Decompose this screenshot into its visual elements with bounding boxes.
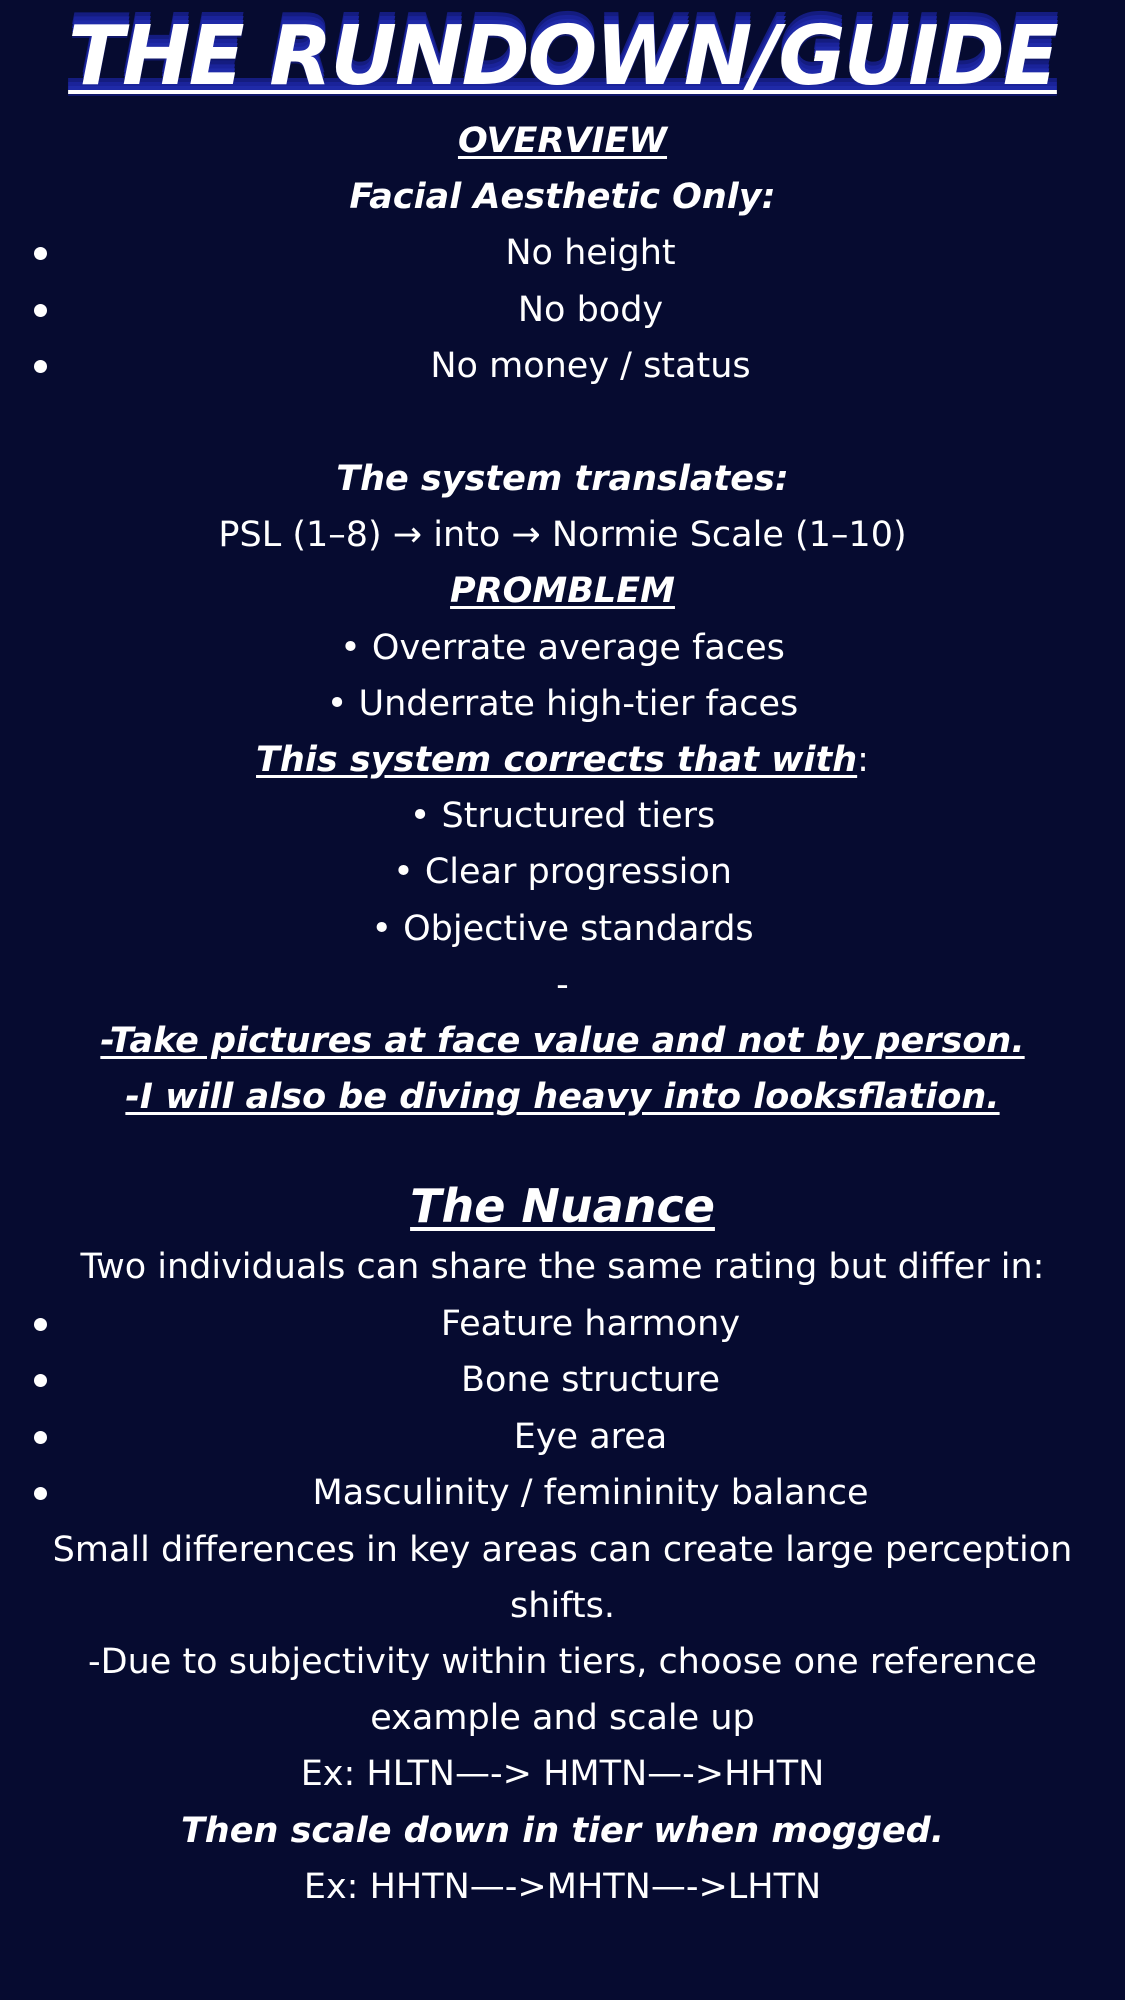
list-item bbox=[0, 1296, 1125, 1353]
note-line: -Take pictures at face value and not by person. bbox=[100, 1020, 1025, 1061]
list-item bbox=[0, 282, 1125, 339]
list-item-text: Eye area bbox=[513, 1416, 668, 1457]
subjectivity-text: -Due to subjectivity within tiers, choose one reference example and scale up bbox=[88, 1641, 1037, 1739]
bullet-dot-icon bbox=[34, 360, 47, 373]
list-item bbox=[0, 1465, 1125, 1522]
corrects-colon: : bbox=[857, 740, 869, 780]
list-item-text: Bone structure bbox=[460, 1360, 721, 1400]
bullet-dot-icon bbox=[34, 247, 47, 260]
bullet-dot-icon bbox=[34, 1374, 47, 1387]
list-item-text: No height bbox=[505, 233, 676, 274]
separator-dash: - bbox=[556, 964, 569, 1005]
list-item-text: No money / status bbox=[430, 346, 751, 387]
list-item bbox=[0, 225, 1125, 282]
list-item bbox=[0, 338, 1125, 395]
overview-subheading: Facial Aesthetic Only: bbox=[349, 177, 776, 218]
guide-content bbox=[0, 113, 1125, 1915]
corrects-line bbox=[0, 732, 1125, 788]
list-item bbox=[0, 1352, 1125, 1409]
scale-line: PSL (1–8) → into → Normie Scale (1–10) bbox=[218, 515, 907, 556]
nuance-intro: Two individuals can share the same rating but differ in: bbox=[80, 1247, 1045, 1288]
scale-down-text: Then scale down in tier when mogged. bbox=[180, 1810, 945, 1851]
list-item bbox=[0, 1409, 1125, 1466]
nuance-heading: The Nuance bbox=[410, 1179, 715, 1234]
corrects-item: • Objective standards bbox=[371, 908, 754, 949]
bullet-dot-icon bbox=[34, 1318, 47, 1331]
problem-heading: PROMBLEM bbox=[450, 571, 675, 612]
problem-item: • Overrate average faces bbox=[340, 627, 785, 668]
overview-heading: OVERVIEW bbox=[457, 121, 668, 161]
corrects-item: • Clear progression bbox=[393, 852, 732, 893]
list-item-text: Feature harmony bbox=[440, 1303, 741, 1344]
example-up: Ex: HLTN—-> HMTN—->HHTN bbox=[300, 1754, 825, 1795]
problem-item: • Underrate high-tier faces bbox=[326, 683, 799, 724]
list-item-text: No body bbox=[517, 289, 664, 330]
small-diff-text: Small differences in key areas can create large perception shifts. bbox=[52, 1529, 1073, 1626]
corrects-item: • Structured tiers bbox=[409, 796, 716, 837]
page-title: THE RUNDOWN/GUIDE bbox=[68, 9, 1057, 104]
corrects-label: This system corrects that with bbox=[256, 740, 858, 780]
bullet-dot-icon bbox=[34, 1487, 47, 1500]
system-label: The system translates: bbox=[336, 459, 789, 500]
spacer bbox=[0, 395, 1125, 451]
bullet-dot-icon bbox=[34, 304, 47, 317]
note-line: -I will also be diving heavy into looksflation. bbox=[125, 1077, 1000, 1118]
spacer bbox=[0, 1125, 1125, 1173]
bullet-dot-icon bbox=[34, 1431, 47, 1444]
example-down: Ex: HHTN—->MHTN—->LHTN bbox=[303, 1866, 822, 1907]
list-item-text: Masculinity / femininity balance bbox=[312, 1473, 869, 1513]
